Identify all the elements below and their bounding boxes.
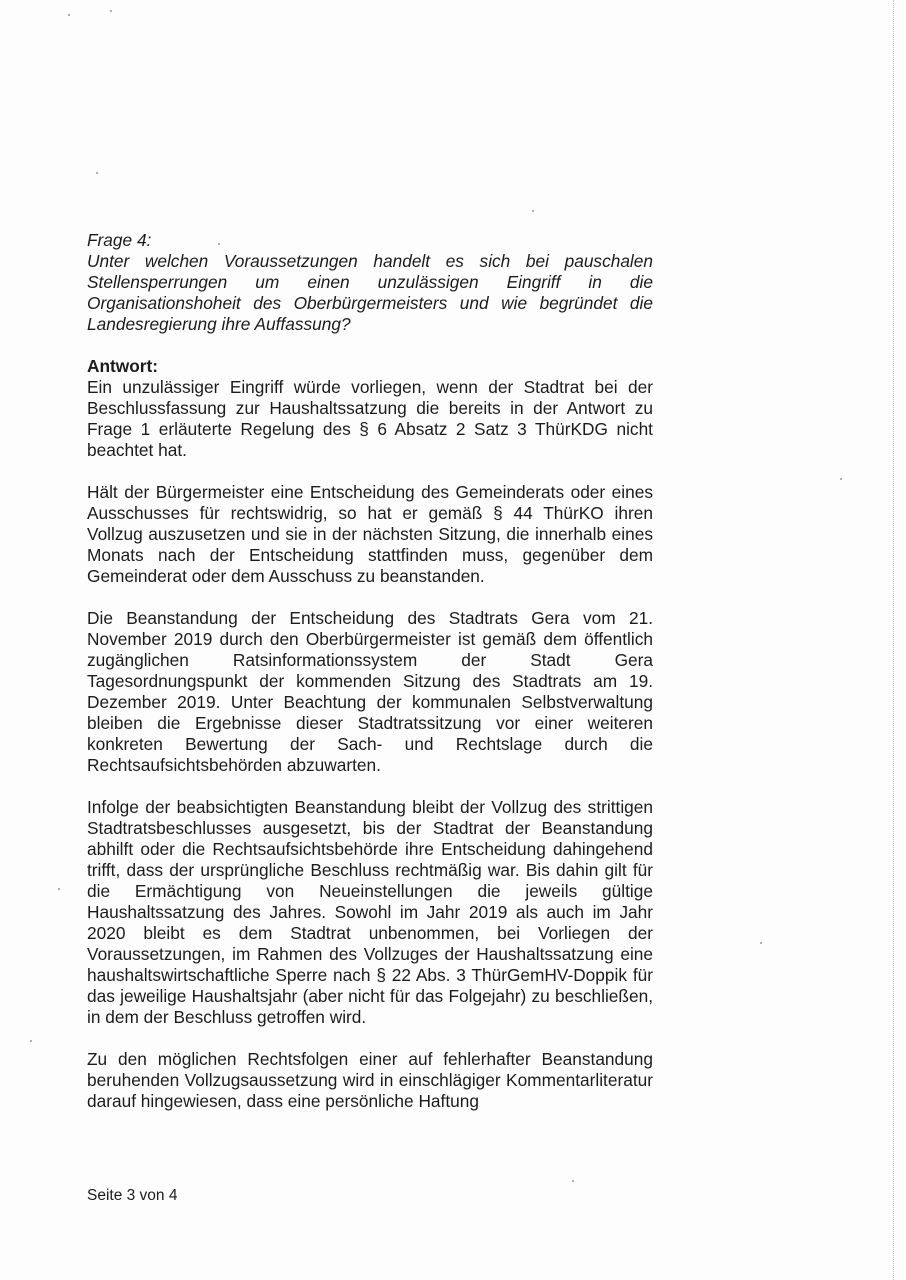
scan-speck [110,10,112,12]
answer-paragraph: Zu den möglichen Rechtsfolgen einer auf fehlerhafter Beanstandung beruhenden Vollzugsaussetzung wird in einschlägiger Kommentarliteratur darauf hingewiesen, dass eine persönliche Haftung [87,1049,653,1111]
document-body [87,230,653,1112]
scan-speck [68,14,70,16]
scan-speck [760,942,762,944]
scan-edge [892,0,894,1280]
scan-speck [572,1180,574,1182]
question-label: Frage 4: [87,230,152,250]
page-number: Seite 3 von 4 [87,1187,178,1204]
scan-speck [30,1040,32,1042]
answer-heading: Antwort: [87,356,159,376]
scan-speck [96,172,98,174]
scan-speck [58,888,60,890]
answer-paragraph: Hält der Bürgermeister eine Entscheidung des Gemeinderats oder eines Ausschusses für rechtswidrig, so hat er gemäß § 44 ThürKO ihren Vollzug auszusetzen und sie in der nächsten Sitzung, die innerhalb eines Monats nach der Entscheidung stattfinden muss, gegenüber dem Gemeinderat oder dem Ausschuss zu beanstanden. [87,482,653,586]
scan-speck [840,478,842,480]
answer-paragraph: Infolge der beabsichtigten Beanstandung bleibt der Vollzug des strittigen Stadtratsbeschlusses ausgesetzt, bis der Stadtrat der Beanstandung abhilft oder die Rechtsaufsichtsbehörde ihre Entscheidung dahingehend trifft, dass der ursprüngliche Beschluss rechtmäßig war. Bis dahin gilt für die Ermächtigung von Neueinstellungen die jeweils gültige Haushaltssatzung des Jahres. Sowohl im Jahr 2019 als auch im Jahr 2020 bleibt es dem Stadtrat unbenommen, bei Vorliegen der Voraussetzungen, im Rahmen des Vollzuges der Haushaltssatzung eine haushaltswirtschaftliche Sperre nach § 22 Abs. 3 ThürGemHV-Doppik für das jeweilige Haushaltsjahr (aber nicht für das Folgejahr) zu beschließen, in dem der Beschluss getroffen wird. [87,797,653,1027]
question-text: Unter welchen Voraussetzungen handelt es sich bei pauschalen Stellensperrungen um einen unzulässigen Eingriff in die Organisationshoheit des Oberbürgermeisters und wie begründet die Landesregierung ihre Auffassung? [87,251,653,334]
answer-paragraph: Die Beanstandung der Entscheidung des Stadtrats Gera vom 21. November 2019 durch den Oberbürgermeister ist gemäß dem öffentlich zugänglichen Ratsinformationssystem der Stadt Gera Tagesordnungspunkt der kommenden Sitzung des Stadtrats am 19. Dezember 2019. Unter Beachtung der kommunalen Selbstverwaltung bleiben die Ergebnisse dieser Stadtratssitzung vor einer weiteren konkreten Bewertung der Sach- und Rechtslage durch die Rechtsaufsichtsbehörden abzuwarten. [87,608,653,775]
scan-speck [532,210,534,212]
answer-paragraph: Ein unzulässiger Eingriff würde vorliegen, wenn der Stadtrat bei der Beschlussfassung zur Haushaltssatzung die bereits in der Antwort zu Frage 1 erläuterte Regelung des § 6 Absatz 2 Satz 3 ThürKDG nicht beachtet hat. [87,377,653,460]
